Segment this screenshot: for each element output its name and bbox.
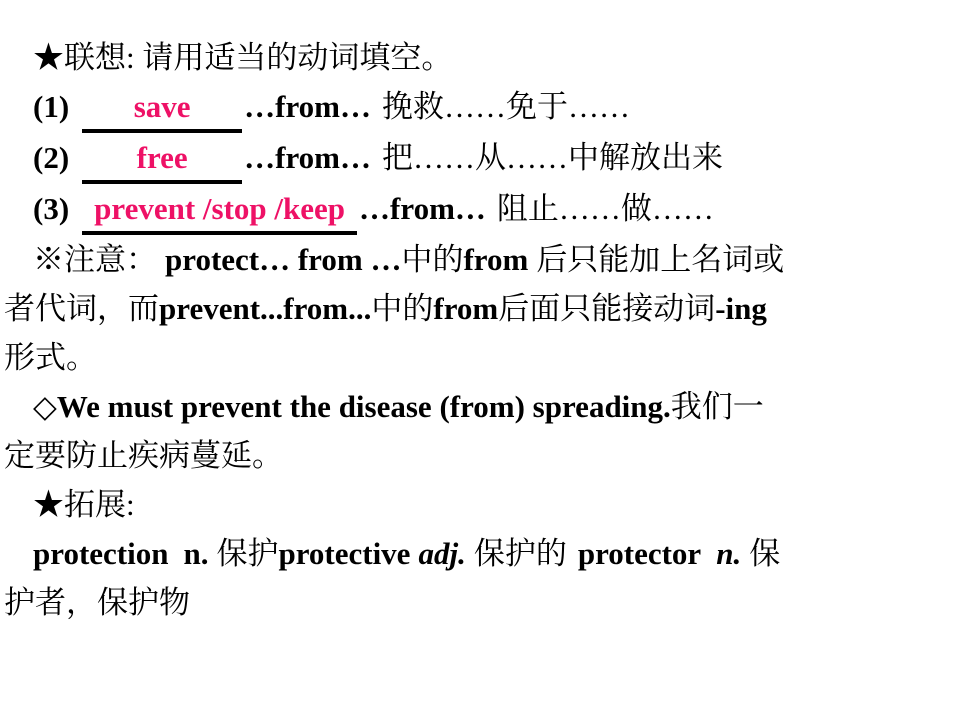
answer-blank (82, 187, 357, 235)
answer-blank (82, 85, 242, 133)
derived-word: protector (577, 536, 702, 571)
note-en-suffix: -ing (715, 291, 767, 326)
example-sentence: We must prevent the disease (from) spreading. (56, 389, 671, 424)
fill-item-2 (0, 133, 960, 184)
reference-mark-icon: ※注意： (33, 242, 157, 277)
note-zh-text: 形式。 (4, 340, 97, 375)
part-of-speech: n. (183, 536, 209, 571)
word-meaning: 保护 (216, 536, 279, 571)
note-en-phrase: prevent...from... (159, 291, 372, 326)
pattern-text: …from… (359, 191, 486, 226)
expansion-line-1 (0, 529, 960, 578)
expansion-header (0, 480, 960, 529)
meaning-text: 挽救……免于…… (382, 89, 631, 124)
expansion-label: 拓展: (64, 487, 135, 522)
star-icon: ★ (33, 40, 64, 75)
note-zh-text: 后面只能接动词 (498, 291, 716, 326)
answer-text: save (133, 89, 191, 124)
part-of-speech: n. (716, 536, 742, 571)
note-en-phrase: protect… from … (165, 242, 402, 277)
example-translation: 我们一 (670, 389, 764, 424)
word-meaning: 保 (749, 536, 781, 571)
note-en-word: from (433, 291, 499, 326)
fill-item-1 (0, 82, 960, 133)
word-meaning: 护者，保护物 (4, 585, 190, 620)
example-line-1 (0, 382, 960, 431)
intro-line (0, 33, 960, 82)
note-line-2 (0, 284, 960, 333)
intro-label: 联想: 请用适当的动词填空。 (64, 40, 453, 75)
answer-blank (82, 136, 242, 184)
answer-text: prevent /stop /keep (94, 191, 346, 226)
word-meaning: 保护的 (473, 536, 567, 571)
note-zh-text: 后只能加上名词或 (536, 242, 785, 277)
note-en-word: from (463, 242, 529, 277)
example-line-2 (0, 431, 960, 480)
answer-text: free (136, 140, 188, 175)
derived-word: protective (278, 536, 411, 571)
meaning-text: 阻止……做…… (496, 191, 714, 226)
note-zh-text: 者代词，而 (4, 291, 159, 326)
item-number: (3) (33, 191, 70, 226)
derived-word: protection (33, 536, 169, 571)
expansion-line-2 (0, 578, 960, 627)
item-number: (2) (33, 140, 70, 175)
note-line-1 (0, 235, 960, 284)
note-zh-text: 中的 (401, 242, 464, 277)
star-icon: ★ (33, 487, 64, 522)
item-number: (1) (33, 89, 70, 124)
diamond-icon: ◇ (33, 389, 57, 424)
example-translation: 定要防止疾病蔓延。 (4, 438, 283, 473)
fill-item-3 (0, 184, 960, 235)
note-zh-text: 中的 (371, 291, 434, 326)
part-of-speech: adj. (418, 536, 466, 571)
meaning-text: 把……从……中解放出来 (382, 140, 724, 175)
pattern-text: …from… (244, 89, 372, 124)
note-line-3 (0, 333, 960, 382)
pattern-text: …from… (244, 140, 372, 175)
